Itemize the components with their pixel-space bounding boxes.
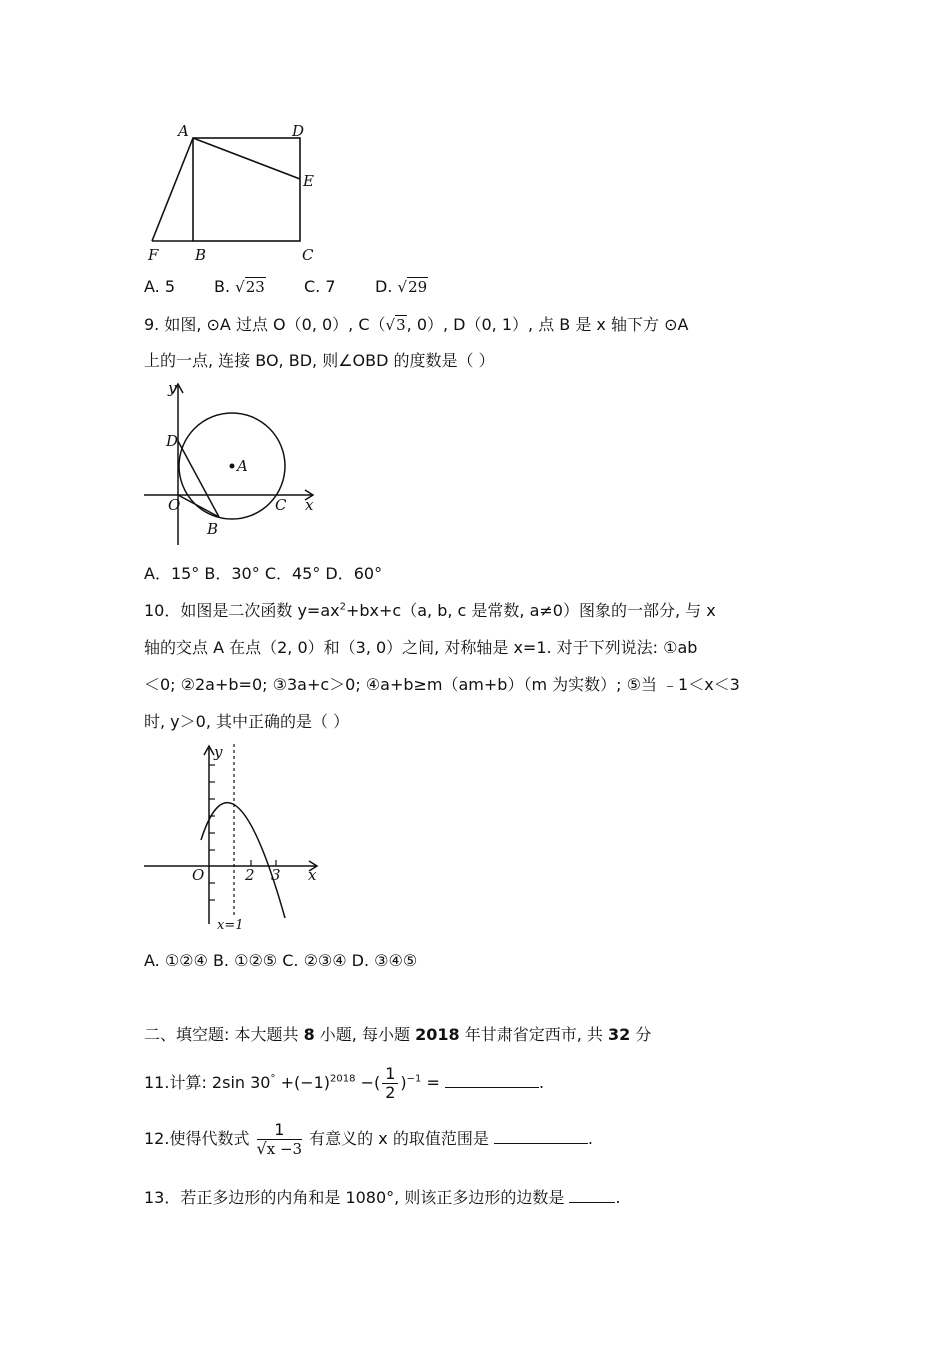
q11-answer-blank[interactable] bbox=[445, 1072, 539, 1088]
q10-line-3: ＜0; ②2a+b=0; ③3a+c＞0; ④a+b≥m（am+b）（m 为实数）; ⑤当 ﹣1＜x＜3 bbox=[144, 675, 740, 694]
label-y: y bbox=[214, 743, 223, 761]
q11-exponent-2: −1 bbox=[406, 1073, 422, 1085]
q11-equals: = bbox=[421, 1073, 440, 1092]
sqrt-icon: √29 bbox=[397, 278, 428, 296]
section-2-score: 32 bbox=[607, 1025, 631, 1044]
q12-denominator bbox=[257, 1140, 303, 1158]
q10-line-2: 轴的交点 A 在点（2, 0）和（3, 0）之间, 对称轴是 x=1. 对于下列说法: ①ab bbox=[144, 638, 698, 657]
label-a: A bbox=[237, 457, 248, 475]
q8-option-a[interactable]: A. 5 bbox=[144, 277, 176, 296]
q11-exponent: 2018 bbox=[330, 1073, 356, 1085]
label-d: D bbox=[292, 122, 305, 140]
q12-prefix: 12.使得代数式 bbox=[144, 1129, 250, 1148]
q13-end: . bbox=[615, 1188, 621, 1207]
q10-line-1-a: 10．如图是二次函数 y=ax bbox=[144, 601, 340, 620]
label-x: x bbox=[305, 496, 314, 514]
q12-radicand: x −3 bbox=[266, 1140, 303, 1158]
section-2-suffix: 年甘肃省定西市, 共 bbox=[459, 1025, 608, 1044]
label-o: O bbox=[192, 866, 205, 884]
q8-option-b[interactable] bbox=[214, 277, 266, 297]
label-3: 3 bbox=[271, 866, 281, 884]
label-symmetry-axis: x=1 bbox=[217, 918, 244, 932]
q12-suffix: 有意义的 x 的取值范围是 bbox=[304, 1129, 494, 1148]
q13-text: 13．若正多边形的内角和是 1080°, 则该正多边形的边数是 bbox=[144, 1188, 570, 1207]
q9-line-1-b: , 0）, D（0, 1）, 点 B 是 x 轴下方 ⊙A bbox=[406, 315, 689, 334]
q10-options[interactable]: A. ①②④ B. ①②⑤ C. ②③④ D. ③④⑤ bbox=[144, 951, 418, 970]
section-2-heading bbox=[144, 1025, 651, 1045]
label-e: E bbox=[303, 172, 314, 190]
q11-end: . bbox=[539, 1073, 545, 1092]
center-point-a bbox=[230, 464, 235, 469]
q8-option-d-label: D. bbox=[375, 277, 393, 296]
q10-line-4: 时, y＞0, 其中正确的是（ ） bbox=[144, 712, 350, 731]
label-f: F bbox=[148, 246, 159, 264]
q9-line-2: 上的一点, 连接 BO, BD, 则∠OBD 的度数是（ ） bbox=[144, 351, 495, 370]
q13-answer-blank[interactable] bbox=[569, 1187, 615, 1203]
q9-radicand: 3 bbox=[396, 316, 406, 334]
q11-degree: ° bbox=[270, 1073, 276, 1085]
section-2-unit: 分 bbox=[630, 1025, 652, 1044]
square-abcd bbox=[193, 138, 300, 241]
q8-option-b-label: B. bbox=[214, 277, 231, 296]
q11-numerator: 1 bbox=[382, 1065, 398, 1084]
q11-prefix: 11.计算: 2sin 30 bbox=[144, 1073, 271, 1092]
q9-line-1 bbox=[144, 315, 688, 335]
q10-parabola-figure bbox=[140, 742, 325, 932]
q12-line bbox=[144, 1116, 593, 1162]
label-a: A bbox=[178, 122, 189, 140]
q9-line-1-a: 9. 如图, ⊙A 过点 O（0, 0）, C（ bbox=[144, 315, 386, 334]
q11-line bbox=[144, 1062, 544, 1104]
q10-line-1-b: +bx+c（a, b, c 是常数, a≠0）图象的一部分, 与 x bbox=[345, 601, 716, 620]
sqrt-icon: √ bbox=[256, 1139, 267, 1158]
q10-exponent: 2 bbox=[339, 601, 346, 613]
label-b: B bbox=[207, 520, 219, 538]
label-d: D bbox=[166, 432, 179, 450]
sqrt-icon: √23 bbox=[235, 278, 265, 296]
q8-option-c[interactable]: C. 7 bbox=[304, 277, 336, 296]
section-2-year: 2018 bbox=[415, 1025, 460, 1044]
q12-end: . bbox=[587, 1129, 594, 1148]
q10-line-1 bbox=[144, 601, 716, 621]
q8-option-b-radicand: 23 bbox=[245, 278, 265, 296]
label-c: C bbox=[275, 496, 287, 514]
label-c: C bbox=[302, 246, 314, 264]
q8-square-figure bbox=[138, 118, 328, 268]
y-axis-ticks bbox=[209, 765, 215, 900]
q12-numerator: 1 bbox=[257, 1121, 303, 1140]
segment-af bbox=[152, 138, 193, 241]
section-2-prefix: 二、填空题: 本大题共 bbox=[144, 1025, 304, 1044]
q12-answer-blank[interactable] bbox=[494, 1128, 588, 1144]
parabola bbox=[201, 803, 285, 918]
section-2-count: 8 bbox=[303, 1025, 315, 1044]
q13-line bbox=[144, 1187, 621, 1208]
q9-circle-figure bbox=[140, 380, 325, 550]
q11-mid: +(−1) bbox=[275, 1073, 331, 1092]
q11-close: ) bbox=[400, 1073, 407, 1092]
q8-option-d-radicand: 29 bbox=[408, 278, 428, 296]
label-x: x bbox=[308, 866, 317, 884]
q11-minus: −( bbox=[355, 1073, 381, 1092]
q9-options[interactable]: A．15° B．30° C．45° D．60° bbox=[144, 564, 383, 583]
segment-ae bbox=[193, 138, 300, 179]
q11-denominator: 2 bbox=[385, 1083, 396, 1102]
q8-option-d[interactable] bbox=[375, 277, 428, 297]
q11-fraction bbox=[382, 1065, 398, 1102]
label-y: y bbox=[168, 380, 177, 397]
section-2-middle: 小题, 每小题 bbox=[314, 1025, 416, 1044]
label-b: B bbox=[195, 246, 207, 264]
label-o: O bbox=[168, 496, 181, 514]
label-2: 2 bbox=[245, 866, 255, 884]
q12-fraction bbox=[257, 1121, 303, 1158]
sqrt-icon: √3 bbox=[385, 316, 406, 334]
